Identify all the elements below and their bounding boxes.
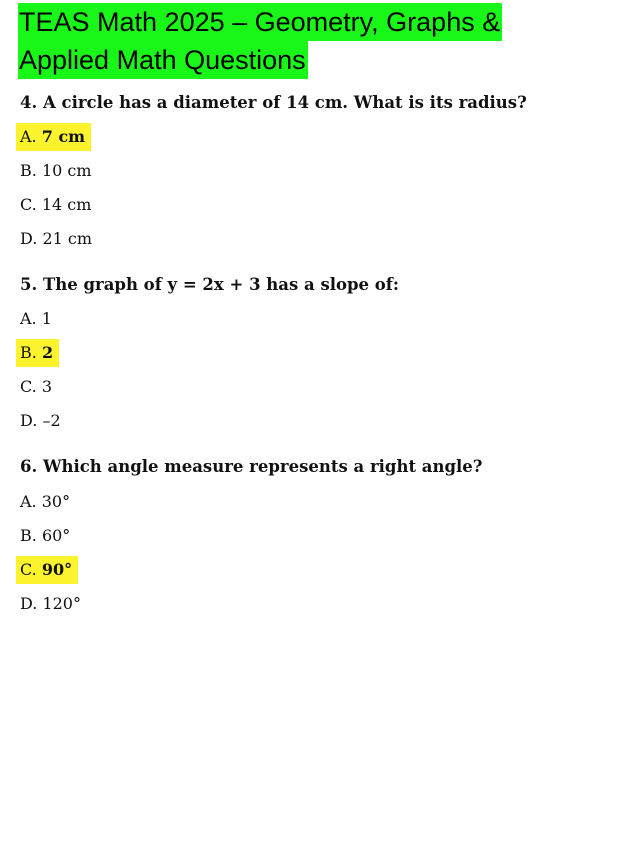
question-5-text: 5. The graph of y = 2x + 3 has a slope of: <box>20 275 399 294</box>
option-value: 3 <box>41 377 53 396</box>
option-letter: D. <box>20 594 38 613</box>
option-letter: D. <box>20 411 38 430</box>
question-6-text: 6. Which angle measure represents a right angle? <box>20 457 483 476</box>
option-letter: C. <box>20 195 37 214</box>
option-letter: A. <box>20 492 37 511</box>
question-6-option-a <box>16 488 76 516</box>
question-4-option-a <box>16 123 91 151</box>
option-value: 1 <box>41 309 52 328</box>
question-5-option-d <box>16 407 67 435</box>
option-value: 120° <box>42 594 81 613</box>
question-5-option-b <box>16 339 59 367</box>
question-4-option-c <box>16 191 97 219</box>
page-title-line-2: Applied Math Questions <box>18 41 308 79</box>
option-letter: A. <box>20 309 37 328</box>
option-value: 10 cm <box>41 161 92 180</box>
question-6-option-d <box>16 590 87 618</box>
option-value: 90° <box>41 560 73 579</box>
option-value: 7 cm <box>41 127 86 146</box>
option-letter: C. <box>20 560 37 579</box>
option-value: 14 cm <box>41 195 92 214</box>
option-value: 60° <box>41 526 71 545</box>
question-4-option-b <box>16 157 98 185</box>
page-title-line-1: TEAS Math 2025 – Geometry, Graphs & <box>18 3 502 41</box>
option-letter: B. <box>20 161 37 180</box>
option-letter: A. <box>20 127 37 146</box>
question-6-option-c <box>16 556 78 584</box>
question-6-option-b <box>16 522 76 550</box>
option-letter: B. <box>20 343 37 362</box>
option-value: 2 <box>41 343 54 362</box>
question-5-option-a <box>16 305 58 333</box>
question-4-option-d <box>16 225 98 253</box>
option-letter: D. <box>20 229 38 248</box>
option-letter: C. <box>20 377 37 396</box>
option-value: 21 cm <box>42 229 93 248</box>
question-5-option-c <box>16 373 58 401</box>
page-title <box>18 3 628 79</box>
option-value: 30° <box>41 492 71 511</box>
option-letter: B. <box>20 526 37 545</box>
question-4-text: 4. A circle has a diameter of 14 cm. What is its radius? <box>20 93 527 112</box>
option-value: –2 <box>42 411 61 430</box>
